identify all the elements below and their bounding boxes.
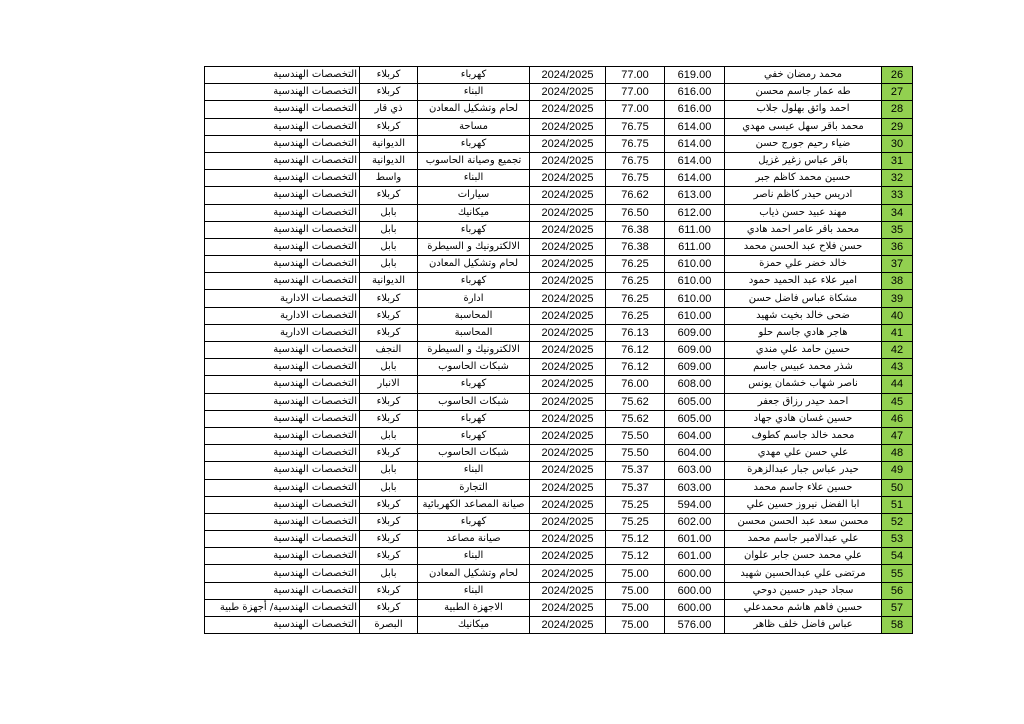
total-score-cell: 608.00 [665, 376, 725, 393]
row-number-cell: 49 [882, 462, 913, 479]
student-name-cell: خالد خضر علي حمزة [725, 256, 882, 273]
department-cell: شبكات الحاسوب [418, 393, 530, 410]
total-score-cell: 614.00 [665, 135, 725, 152]
governorate-cell: كربلاء [360, 324, 418, 341]
total-score-cell: 609.00 [665, 359, 725, 376]
average-cell: 76.75 [606, 152, 665, 169]
department-cell: البناء [418, 462, 530, 479]
total-score-cell: 612.00 [665, 204, 725, 221]
total-score-cell: 601.00 [665, 531, 725, 548]
student-name-cell: حسين علاء جاسم محمد [725, 479, 882, 496]
student-name-cell: حسين غسان هادي جهاد [725, 410, 882, 427]
governorate-cell: كربلاء [360, 67, 418, 84]
row-number-cell: 51 [882, 496, 913, 513]
student-name-cell: علي حسن علي مهدي [725, 445, 882, 462]
academic-year-cell: 2024/2025 [530, 118, 606, 135]
row-number-cell: 54 [882, 548, 913, 565]
student-name-cell: حسين حامد علي مندي [725, 342, 882, 359]
governorate-cell: البصرة [360, 617, 418, 634]
specialization-cell: التخصصات الهندسية [205, 565, 360, 582]
governorate-cell: الديوانية [360, 152, 418, 169]
academic-year-cell: 2024/2025 [530, 238, 606, 255]
student-name-cell: حيدر عباس جبار عبدالزهرة [725, 462, 882, 479]
academic-year-cell: 2024/2025 [530, 273, 606, 290]
department-cell: تجميع وصيانة الحاسوب [418, 152, 530, 169]
row-number-cell: 56 [882, 582, 913, 599]
total-score-cell: 610.00 [665, 273, 725, 290]
total-score-cell: 605.00 [665, 393, 725, 410]
average-cell: 76.62 [606, 187, 665, 204]
academic-year-cell: 2024/2025 [530, 101, 606, 118]
specialization-cell: التخصصات الهندسية [205, 445, 360, 462]
table-body [205, 67, 913, 634]
academic-year-cell: 2024/2025 [530, 67, 606, 84]
average-cell: 76.13 [606, 324, 665, 341]
governorate-cell: بابل [360, 238, 418, 255]
table-row [205, 238, 913, 255]
academic-year-cell: 2024/2025 [530, 393, 606, 410]
table-row [205, 548, 913, 565]
department-cell: ادارة [418, 290, 530, 307]
student-name-cell: ضحى خالد بخيت شهيد [725, 307, 882, 324]
governorate-cell: كربلاء [360, 531, 418, 548]
row-number-cell: 58 [882, 617, 913, 634]
department-cell: البناء [418, 170, 530, 187]
row-number-cell: 48 [882, 445, 913, 462]
row-number-cell: 34 [882, 204, 913, 221]
average-cell: 76.25 [606, 256, 665, 273]
total-score-cell: 614.00 [665, 152, 725, 169]
total-score-cell: 616.00 [665, 84, 725, 101]
specialization-cell: التخصصات الهندسية [205, 118, 360, 135]
specialization-cell: التخصصات الهندسية [205, 427, 360, 444]
student-name-cell: ابا الفضل نيروز حسين علي [725, 496, 882, 513]
average-cell: 77.00 [606, 67, 665, 84]
specialization-cell: التخصصات الادارية [205, 324, 360, 341]
student-name-cell: حسن فلاح عبد الحسن محمد [725, 238, 882, 255]
average-cell: 75.25 [606, 513, 665, 530]
department-cell: صيانة مصاعد [418, 531, 530, 548]
average-cell: 76.38 [606, 238, 665, 255]
average-cell: 76.12 [606, 359, 665, 376]
table-row [205, 256, 913, 273]
student-name-cell: حسين محمد كاظم جبر [725, 170, 882, 187]
table-row [205, 324, 913, 341]
row-number-cell: 36 [882, 238, 913, 255]
average-cell: 77.00 [606, 101, 665, 118]
table-row [205, 565, 913, 582]
academic-year-cell: 2024/2025 [530, 376, 606, 393]
table-row [205, 152, 913, 169]
specialization-cell: التخصصات الهندسية [205, 256, 360, 273]
average-cell: 75.12 [606, 531, 665, 548]
row-number-cell: 35 [882, 221, 913, 238]
total-score-cell: 605.00 [665, 410, 725, 427]
student-name-cell: ناصر شهاب خشمان يونس [725, 376, 882, 393]
row-number-cell: 46 [882, 410, 913, 427]
row-number-cell: 43 [882, 359, 913, 376]
total-score-cell: 603.00 [665, 462, 725, 479]
academic-year-cell: 2024/2025 [530, 359, 606, 376]
governorate-cell: بابل [360, 256, 418, 273]
row-number-cell: 45 [882, 393, 913, 410]
academic-year-cell: 2024/2025 [530, 599, 606, 616]
student-name-cell: محمد باقر عامر احمد هادي [725, 221, 882, 238]
average-cell: 76.25 [606, 273, 665, 290]
student-name-cell: علي عبدالامير جاسم محمد [725, 531, 882, 548]
row-number-cell: 50 [882, 479, 913, 496]
student-name-cell: مرتضى علي عبدالحسين شهيد [725, 565, 882, 582]
average-cell: 76.50 [606, 204, 665, 221]
department-cell: ميكانيك [418, 204, 530, 221]
specialization-cell: التخصصات الهندسية [205, 273, 360, 290]
specialization-cell: التخصصات الهندسية [205, 101, 360, 118]
governorate-cell: كربلاء [360, 410, 418, 427]
table-row [205, 67, 913, 84]
department-cell: كهرباء [418, 135, 530, 152]
governorate-cell: واسط [360, 170, 418, 187]
table-row [205, 221, 913, 238]
row-number-cell: 52 [882, 513, 913, 530]
average-cell: 75.00 [606, 582, 665, 599]
department-cell: البناء [418, 84, 530, 101]
average-cell: 75.50 [606, 445, 665, 462]
department-cell: الاجهزة الطبية [418, 599, 530, 616]
specialization-cell: التخصصات الهندسية [205, 496, 360, 513]
governorate-cell: الانبار [360, 376, 418, 393]
academic-year-cell: 2024/2025 [530, 513, 606, 530]
specialization-cell: التخصصات الهندسية [205, 531, 360, 548]
average-cell: 76.75 [606, 135, 665, 152]
student-name-cell: ادريس حيدر كاظم ناصر [725, 187, 882, 204]
governorate-cell: بابل [360, 359, 418, 376]
student-name-cell: هاجر هادي جاسم حلو [725, 324, 882, 341]
average-cell: 75.00 [606, 565, 665, 582]
department-cell: لحام وتشكيل المعادن [418, 256, 530, 273]
total-score-cell: 600.00 [665, 565, 725, 582]
total-score-cell: 601.00 [665, 548, 725, 565]
total-score-cell: 600.00 [665, 582, 725, 599]
specialization-cell: التخصصات الهندسية [205, 238, 360, 255]
student-name-cell: حسين فاهم هاشم محمدعلي [725, 599, 882, 616]
governorate-cell: بابل [360, 204, 418, 221]
specialization-cell: التخصصات الهندسية [205, 152, 360, 169]
specialization-cell: التخصصات الهندسية [205, 187, 360, 204]
governorate-cell: بابل [360, 221, 418, 238]
table-row [205, 599, 913, 616]
total-score-cell: 609.00 [665, 342, 725, 359]
total-score-cell: 619.00 [665, 67, 725, 84]
department-cell: شبكات الحاسوب [418, 445, 530, 462]
specialization-cell: التخصصات الهندسية [205, 462, 360, 479]
student-name-cell: امير علاء عبد الحميد حمود [725, 273, 882, 290]
governorate-cell: بابل [360, 462, 418, 479]
table-row [205, 393, 913, 410]
specialization-cell: التخصصات الهندسية [205, 479, 360, 496]
total-score-cell: 594.00 [665, 496, 725, 513]
academic-year-cell: 2024/2025 [530, 152, 606, 169]
table-row [205, 496, 913, 513]
table-row [205, 307, 913, 324]
governorate-cell: كربلاء [360, 445, 418, 462]
results-table [204, 66, 913, 634]
row-number-cell: 29 [882, 118, 913, 135]
specialization-cell: التخصصات الهندسية [205, 582, 360, 599]
governorate-cell: كربلاء [360, 582, 418, 599]
average-cell: 76.38 [606, 221, 665, 238]
total-score-cell: 611.00 [665, 238, 725, 255]
average-cell: 76.00 [606, 376, 665, 393]
academic-year-cell: 2024/2025 [530, 221, 606, 238]
row-number-cell: 39 [882, 290, 913, 307]
average-cell: 76.75 [606, 118, 665, 135]
row-number-cell: 41 [882, 324, 913, 341]
specialization-cell: التخصصات الهندسية [205, 170, 360, 187]
table-row [205, 290, 913, 307]
department-cell: كهرباء [418, 221, 530, 238]
department-cell: صيانة المصاعد الكهربائية [418, 496, 530, 513]
academic-year-cell: 2024/2025 [530, 617, 606, 634]
specialization-cell: التخصصات الهندسية [205, 513, 360, 530]
total-score-cell: 600.00 [665, 599, 725, 616]
total-score-cell: 576.00 [665, 617, 725, 634]
student-name-cell: باقر عباس زغير غزيل [725, 152, 882, 169]
row-number-cell: 33 [882, 187, 913, 204]
governorate-cell: كربلاء [360, 290, 418, 307]
row-number-cell: 57 [882, 599, 913, 616]
row-number-cell: 26 [882, 67, 913, 84]
row-number-cell: 28 [882, 101, 913, 118]
table-row [205, 187, 913, 204]
table-row [205, 531, 913, 548]
department-cell: كهرباء [418, 376, 530, 393]
academic-year-cell: 2024/2025 [530, 445, 606, 462]
governorate-cell: كربلاء [360, 307, 418, 324]
table-row [205, 118, 913, 135]
department-cell: شبكات الحاسوب [418, 359, 530, 376]
table-row [205, 582, 913, 599]
total-score-cell: 614.00 [665, 118, 725, 135]
table-row [205, 479, 913, 496]
specialization-cell: التخصصات الهندسية [205, 204, 360, 221]
academic-year-cell: 2024/2025 [530, 582, 606, 599]
total-score-cell: 613.00 [665, 187, 725, 204]
governorate-cell: الديوانية [360, 135, 418, 152]
total-score-cell: 616.00 [665, 101, 725, 118]
row-number-cell: 40 [882, 307, 913, 324]
row-number-cell: 47 [882, 427, 913, 444]
average-cell: 76.12 [606, 342, 665, 359]
academic-year-cell: 2024/2025 [530, 307, 606, 324]
academic-year-cell: 2024/2025 [530, 496, 606, 513]
row-number-cell: 32 [882, 170, 913, 187]
average-cell: 75.50 [606, 427, 665, 444]
row-number-cell: 27 [882, 84, 913, 101]
total-score-cell: 610.00 [665, 290, 725, 307]
student-name-cell: احمد وائق بهلول جلاب [725, 101, 882, 118]
academic-year-cell: 2024/2025 [530, 342, 606, 359]
total-score-cell: 604.00 [665, 445, 725, 462]
department-cell: المحاسبة [418, 324, 530, 341]
average-cell: 76.75 [606, 170, 665, 187]
governorate-cell: كربلاء [360, 496, 418, 513]
department-cell: البناء [418, 548, 530, 565]
student-name-cell: احمد حيدر رزاق جعفر [725, 393, 882, 410]
department-cell: كهرباء [418, 410, 530, 427]
academic-year-cell: 2024/2025 [530, 565, 606, 582]
specialization-cell: التخصصات الادارية [205, 307, 360, 324]
table-row [205, 376, 913, 393]
specialization-cell: التخصصات الهندسية [205, 84, 360, 101]
row-number-cell: 55 [882, 565, 913, 582]
average-cell: 75.62 [606, 410, 665, 427]
specialization-cell: التخصصات الهندسية [205, 393, 360, 410]
specialization-cell: التخصصات الهندسية [205, 548, 360, 565]
department-cell: المحاسبة [418, 307, 530, 324]
row-number-cell: 31 [882, 152, 913, 169]
student-name-cell: محمد خالد جاسم كطوف [725, 427, 882, 444]
student-name-cell: محمد باقر سهل عيسى مهدي [725, 118, 882, 135]
total-score-cell: 604.00 [665, 427, 725, 444]
table-row [205, 342, 913, 359]
table-row [205, 427, 913, 444]
student-name-cell: علي محمد حسن جابر علوان [725, 548, 882, 565]
total-score-cell: 610.00 [665, 256, 725, 273]
table-row [205, 445, 913, 462]
table-row [205, 617, 913, 634]
academic-year-cell: 2024/2025 [530, 531, 606, 548]
department-cell: الالكترونيك و السيطرة [418, 342, 530, 359]
average-cell: 75.12 [606, 548, 665, 565]
department-cell: كهرباء [418, 427, 530, 444]
average-cell: 75.00 [606, 599, 665, 616]
academic-year-cell: 2024/2025 [530, 479, 606, 496]
table-row [205, 204, 913, 221]
specialization-cell: التخصصات الادارية [205, 290, 360, 307]
department-cell: كهرباء [418, 513, 530, 530]
governorate-cell: كربلاء [360, 187, 418, 204]
table-row [205, 170, 913, 187]
department-cell: ميكانيك [418, 617, 530, 634]
average-cell: 75.62 [606, 393, 665, 410]
governorate-cell: بابل [360, 427, 418, 444]
average-cell: 77.00 [606, 84, 665, 101]
department-cell: البناء [418, 582, 530, 599]
academic-year-cell: 2024/2025 [530, 462, 606, 479]
total-score-cell: 614.00 [665, 170, 725, 187]
student-name-cell: عباس فاضل خلف ظاهر [725, 617, 882, 634]
student-name-cell: ضياء رحيم جورج حسن [725, 135, 882, 152]
total-score-cell: 603.00 [665, 479, 725, 496]
student-name-cell: محسن سعد عبد الحسن محسن [725, 513, 882, 530]
average-cell: 75.25 [606, 496, 665, 513]
table-row [205, 359, 913, 376]
academic-year-cell: 2024/2025 [530, 290, 606, 307]
governorate-cell: النجف [360, 342, 418, 359]
table-row [205, 513, 913, 530]
row-number-cell: 38 [882, 273, 913, 290]
table-row [205, 135, 913, 152]
total-score-cell: 610.00 [665, 307, 725, 324]
average-cell: 76.25 [606, 290, 665, 307]
governorate-cell: الديوانية [360, 273, 418, 290]
average-cell: 76.25 [606, 307, 665, 324]
student-name-cell: مهند عبيد حسن ذياب [725, 204, 882, 221]
academic-year-cell: 2024/2025 [530, 135, 606, 152]
specialization-cell: التخصصات الهندسية [205, 410, 360, 427]
table-row [205, 101, 913, 118]
total-score-cell: 611.00 [665, 221, 725, 238]
department-cell: مساحة [418, 118, 530, 135]
student-name-cell: سجاد حيدر حسين دوحي [725, 582, 882, 599]
table-row [205, 273, 913, 290]
academic-year-cell: 2024/2025 [530, 84, 606, 101]
total-score-cell: 609.00 [665, 324, 725, 341]
specialization-cell: التخصصات الهندسية [205, 342, 360, 359]
governorate-cell: كربلاء [360, 599, 418, 616]
governorate-cell: ذي قار [360, 101, 418, 118]
governorate-cell: كربلاء [360, 84, 418, 101]
academic-year-cell: 2024/2025 [530, 204, 606, 221]
table-row [205, 84, 913, 101]
row-number-cell: 44 [882, 376, 913, 393]
governorate-cell: كربلاء [360, 548, 418, 565]
specialization-cell: التخصصات الهندسية [205, 617, 360, 634]
specialization-cell: التخصصات الهندسية [205, 135, 360, 152]
table-row [205, 410, 913, 427]
department-cell: لحام وتشكيل المعادن [418, 565, 530, 582]
student-name-cell: شذر محمد عبيس جاسم [725, 359, 882, 376]
governorate-cell: كربلاء [360, 513, 418, 530]
governorate-cell: كربلاء [360, 118, 418, 135]
average-cell: 75.37 [606, 479, 665, 496]
row-number-cell: 53 [882, 531, 913, 548]
department-cell: لحام وتشكيل المعادن [418, 101, 530, 118]
row-number-cell: 37 [882, 256, 913, 273]
academic-year-cell: 2024/2025 [530, 410, 606, 427]
academic-year-cell: 2024/2025 [530, 256, 606, 273]
student-name-cell: طه عمار جاسم محسن [725, 84, 882, 101]
academic-year-cell: 2024/2025 [530, 548, 606, 565]
total-score-cell: 602.00 [665, 513, 725, 530]
row-number-cell: 30 [882, 135, 913, 152]
governorate-cell: كربلاء [360, 393, 418, 410]
governorate-cell: بابل [360, 565, 418, 582]
average-cell: 75.37 [606, 462, 665, 479]
department-cell: كهرباء [418, 67, 530, 84]
academic-year-cell: 2024/2025 [530, 170, 606, 187]
department-cell: كهرباء [418, 273, 530, 290]
specialization-cell: التخصصات الهندسية [205, 359, 360, 376]
academic-year-cell: 2024/2025 [530, 427, 606, 444]
academic-year-cell: 2024/2025 [530, 324, 606, 341]
department-cell: التجارة [418, 479, 530, 496]
department-cell: سيارات [418, 187, 530, 204]
specialization-cell: التخصصات الهندسية [205, 221, 360, 238]
specialization-cell: التخصصات الهندسية/ أجهزة طبية [205, 599, 360, 616]
student-name-cell: محمد رمضان خفي [725, 67, 882, 84]
specialization-cell: التخصصات الهندسية [205, 67, 360, 84]
department-cell: الالكترونيك و السيطرة [418, 238, 530, 255]
specialization-cell: التخصصات الهندسية [205, 376, 360, 393]
academic-year-cell: 2024/2025 [530, 187, 606, 204]
average-cell: 75.00 [606, 617, 665, 634]
table-row [205, 462, 913, 479]
student-name-cell: مشكاة عباس فاضل حسن [725, 290, 882, 307]
row-number-cell: 42 [882, 342, 913, 359]
governorate-cell: بابل [360, 479, 418, 496]
